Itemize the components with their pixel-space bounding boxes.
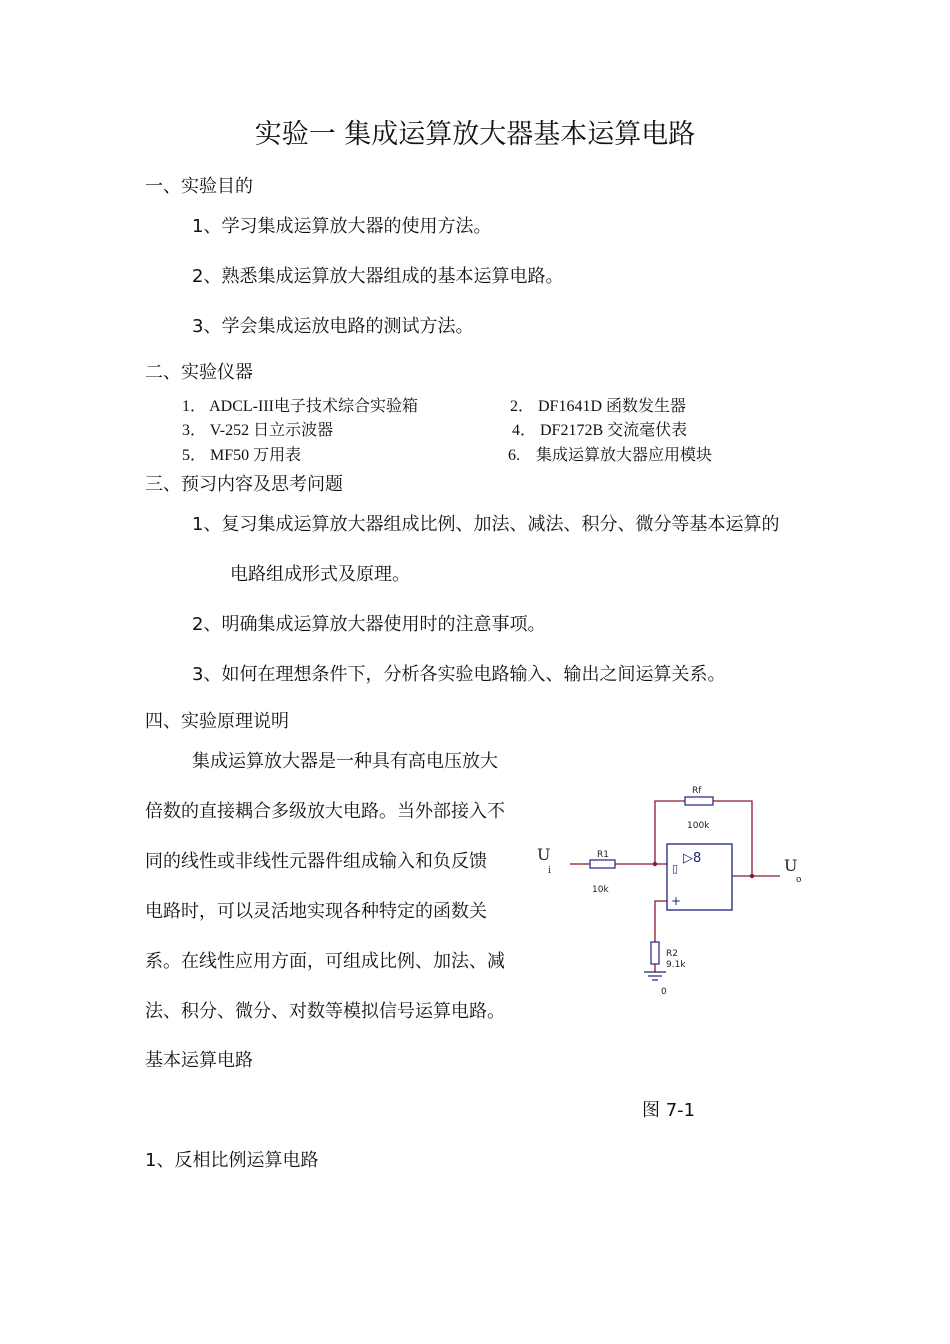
r1-value: 10k: [592, 885, 609, 895]
section-heading-instruments: 二、实验仪器: [145, 362, 253, 383]
section-heading-principle: 四、实验原理说明: [145, 711, 289, 732]
resistor-r1: [590, 860, 615, 868]
instrument-item-3: 3． V-252 日立示波器: [182, 422, 334, 439]
inverting-amplifier-circuit: [530, 780, 820, 1010]
principle-subheading: 基本运算电路: [145, 1050, 253, 1071]
rf-value: 100k: [687, 821, 710, 831]
output-label: U: [784, 856, 798, 875]
instrument-item-1: 1． ADCL-III电子技术综合实验箱: [182, 398, 418, 415]
section-heading-objectives: 一、实验目的: [145, 176, 253, 197]
instrument-item-2: 2． DF1641D 函数发生器: [510, 398, 687, 415]
r1-label: R1: [597, 850, 609, 860]
preview-item-1-line1: 1、复习集成运算放大器组成比例、加法、减法、积分、微分等基本运算的: [192, 514, 780, 535]
principle-line-6: 法、积分、微分、对数等模拟信号运算电路。: [145, 1001, 505, 1022]
op-amp-minus: ▯: [672, 862, 679, 875]
figure-caption: 图 7-1: [642, 1100, 696, 1121]
op-amp-plus: +: [671, 894, 682, 908]
input-subscript: i: [548, 866, 551, 876]
objective-item-1: 1、学习集成运算放大器的使用方法。: [192, 216, 492, 237]
principle-line-2: 倍数的直接耦合多级放大电路。当外部接入不: [145, 801, 505, 822]
output-subscript: o: [796, 875, 802, 885]
instrument-item-5: 5． MF50 万用表: [182, 447, 302, 464]
principle-line-5: 系。在线性应用方面，可组成比例、加法、减: [145, 951, 505, 972]
instrument-item-6: 6. 集成运算放大器应用模块: [508, 447, 713, 464]
objective-item-3: 3、学会集成运放电路的测试方法。: [192, 316, 474, 337]
resistor-r2: [651, 942, 659, 964]
resistor-rf: [685, 797, 713, 805]
principle-line-1: 集成运算放大器是一种具有高电压放大: [192, 751, 498, 772]
principle-line-3: 同的线性或非线性元器件组成输入和负反馈: [145, 851, 487, 872]
preview-item-1-line2: 电路组成形式及原理。: [230, 564, 410, 585]
r2-label: R2: [666, 949, 678, 959]
page-title: 实验一 集成运算放大器基本运算电路: [254, 119, 696, 150]
ground-label: 0: [661, 987, 667, 997]
subsection-heading: 1、反相比例运算电路: [145, 1150, 319, 1171]
r2-value: 9.1k: [666, 960, 686, 970]
rf-label: Rf: [692, 786, 702, 796]
principle-line-4: 电路时，可以灵活地实现各种特定的函数关: [145, 901, 487, 922]
op-amp-symbol: ▷8: [683, 851, 702, 866]
preview-item-2: 2、明确集成运算放大器使用时的注意事项。: [192, 614, 546, 635]
input-label: U: [537, 845, 551, 864]
objective-item-2: 2、熟悉集成运算放大器组成的基本运算电路。: [192, 266, 564, 287]
ground-icon: [644, 972, 666, 980]
junction-dot-output: [750, 874, 754, 878]
preview-item-3: 3、如何在理想条件下，分析各实验电路输入、输出之间运算关系。: [192, 664, 726, 685]
instrument-item-4: 4． DF2172B 交流毫伏表: [512, 422, 688, 439]
junction-dot-input: [653, 862, 657, 866]
section-heading-preview: 三、预习内容及思考问题: [145, 474, 343, 495]
